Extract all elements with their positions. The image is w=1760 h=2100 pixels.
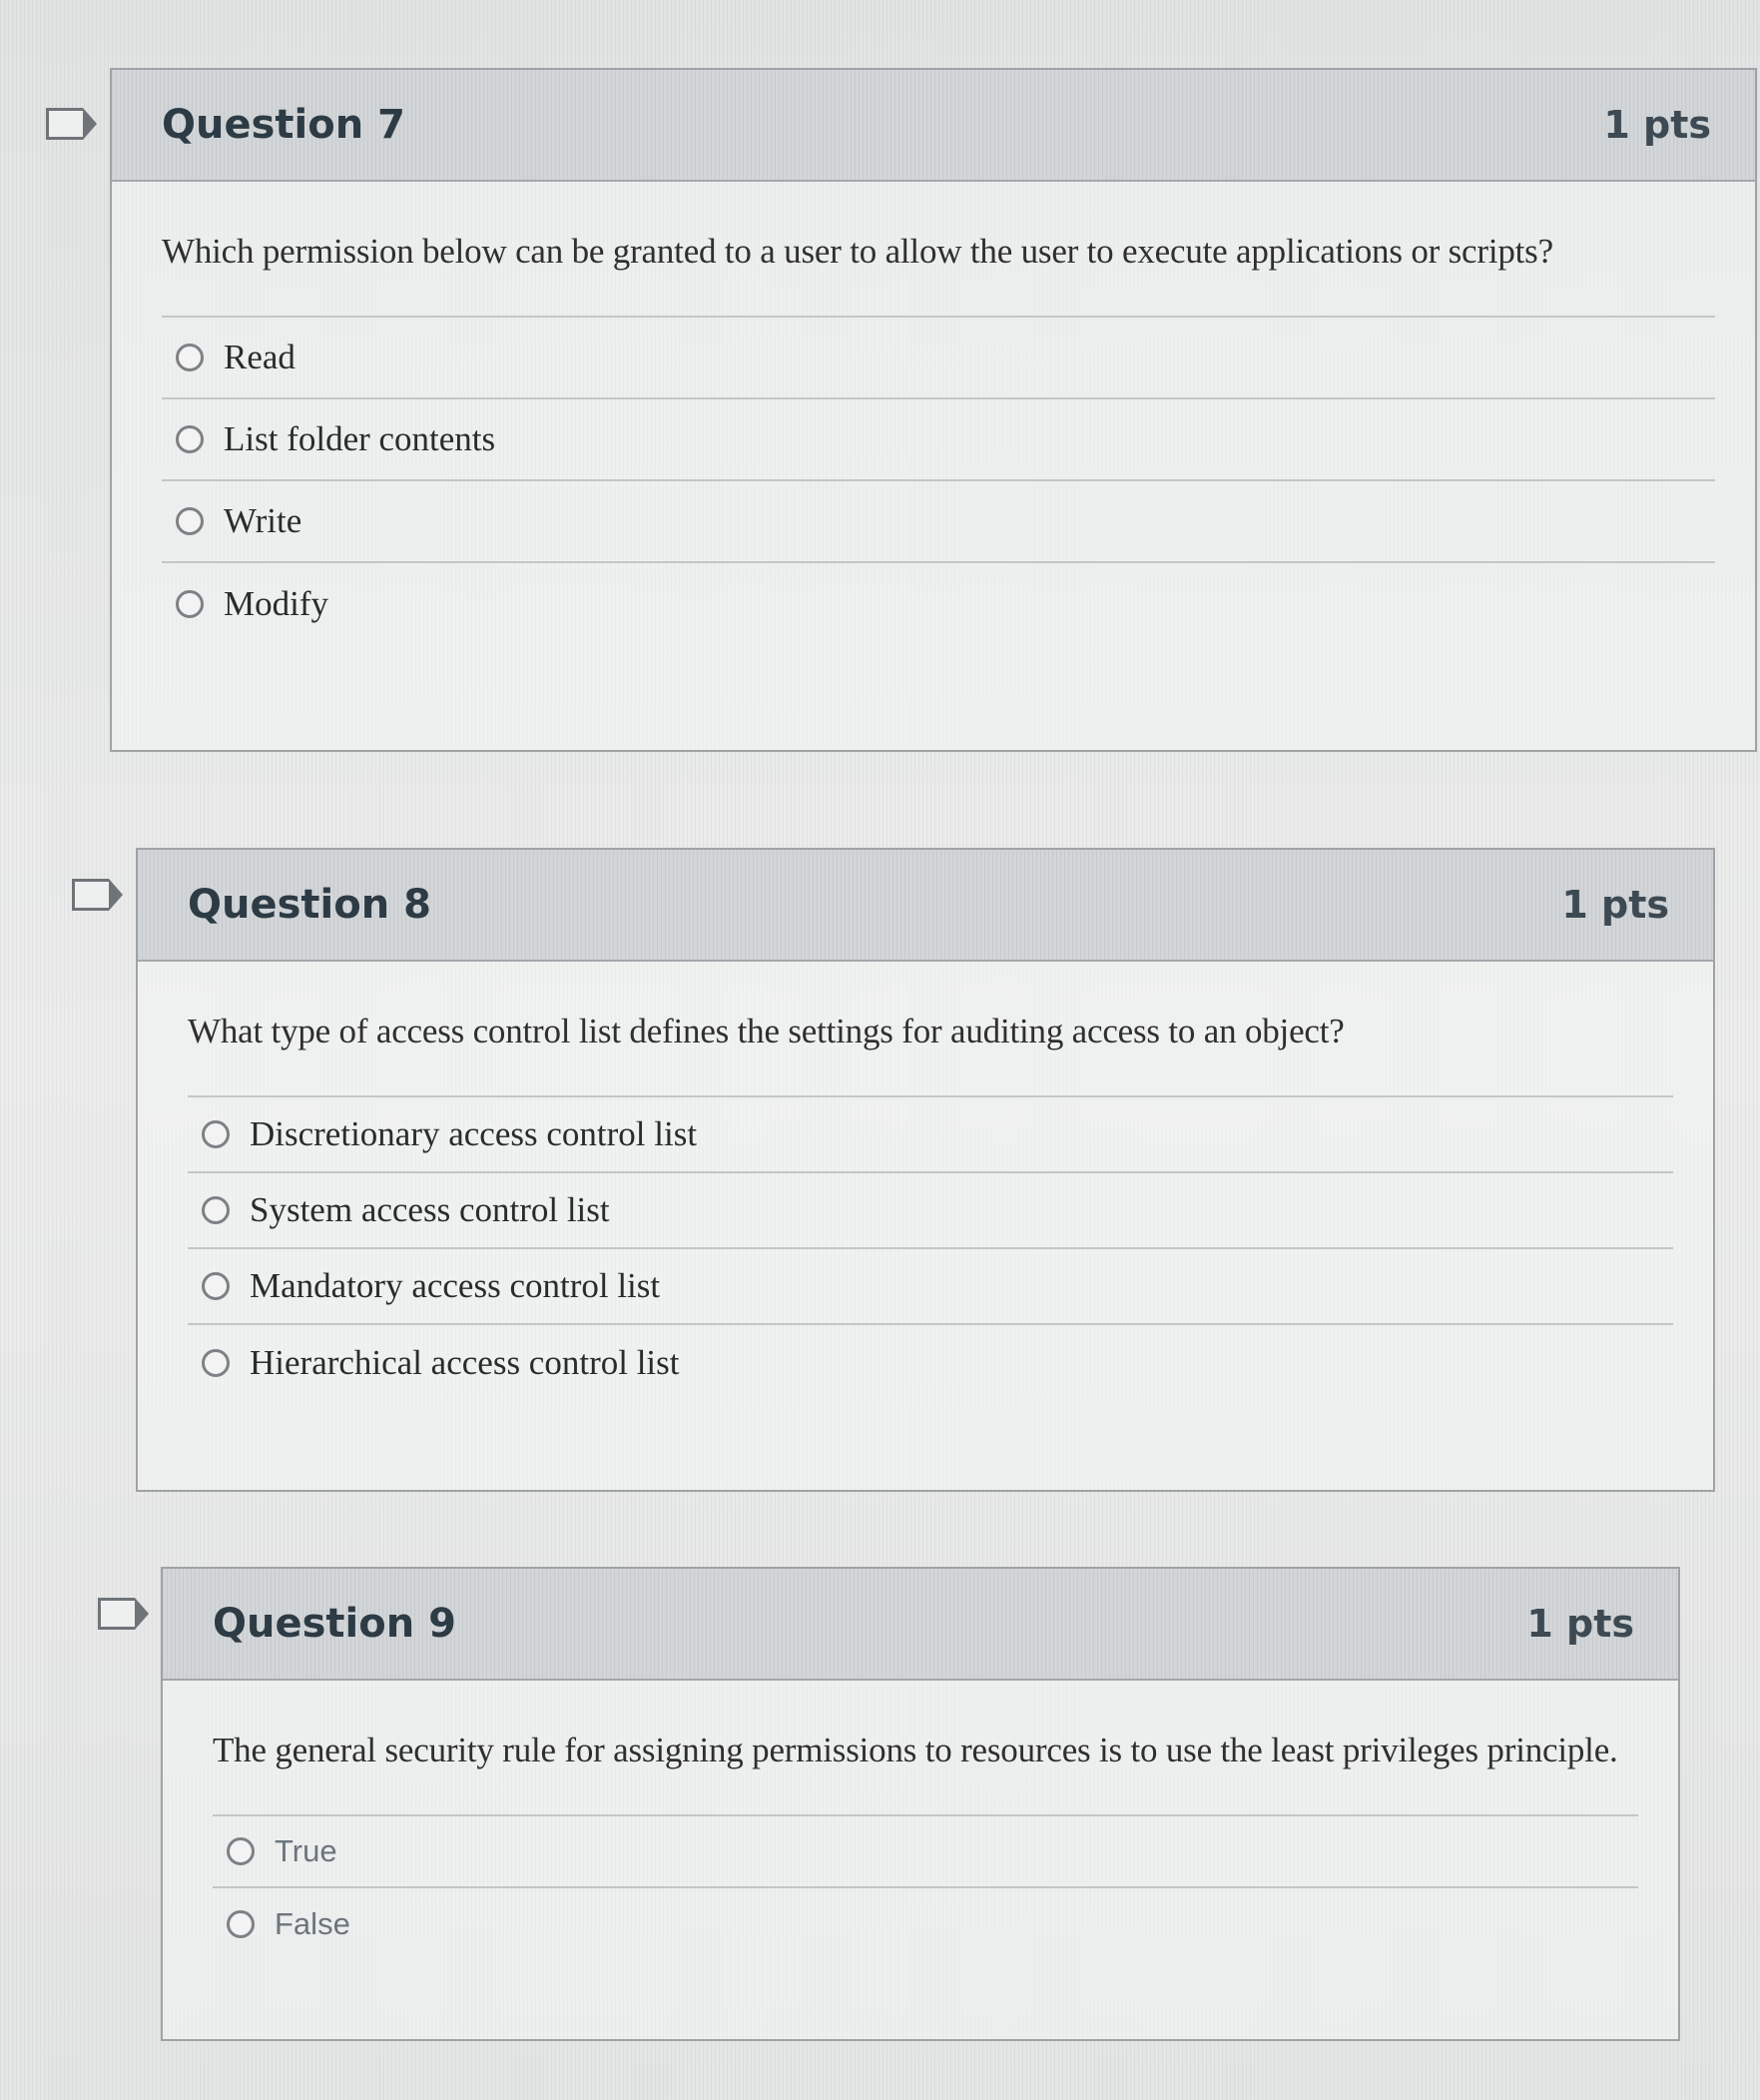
answer-label: Write xyxy=(224,501,302,540)
question-text: The general security rule for assigning permissions to resources is to use the least privileges principle. xyxy=(213,1731,1618,1769)
answer-label: True xyxy=(275,1833,337,1868)
question-title: Question 8 xyxy=(188,882,431,928)
question-header xyxy=(138,850,1713,962)
answer-option-hierarchical[interactable] xyxy=(188,1325,1673,1401)
answer-option-list-folder-contents[interactable] xyxy=(162,399,1715,481)
answer-label: Modify xyxy=(224,584,328,623)
answer-label: Discretionary access control list xyxy=(250,1114,698,1153)
question-header xyxy=(163,1569,1678,1681)
answer-option-false[interactable] xyxy=(213,1888,1638,1960)
question-points: 1 pts xyxy=(1603,103,1711,147)
flag-question-8-icon[interactable] xyxy=(72,879,109,911)
answer-list xyxy=(188,1095,1673,1401)
question-title: Question 9 xyxy=(213,1601,456,1647)
question-body xyxy=(163,1681,1678,1960)
answer-option-true[interactable] xyxy=(213,1816,1638,1888)
answer-option-system[interactable] xyxy=(188,1173,1673,1249)
answer-label: Read xyxy=(224,338,295,376)
flag-question-9-icon[interactable] xyxy=(98,1598,135,1630)
answer-list xyxy=(162,316,1715,645)
answer-label: False xyxy=(275,1906,350,1941)
answer-option-write[interactable] xyxy=(162,481,1715,563)
question-title: Question 7 xyxy=(162,102,405,148)
question-points: 1 pts xyxy=(1526,1602,1634,1646)
radio-button-icon[interactable] xyxy=(202,1272,230,1300)
question-text: Which permission below can be granted to a user to allow the user to execute applications or scripts? xyxy=(162,232,1553,271)
radio-button-icon[interactable] xyxy=(176,425,204,453)
radio-button-icon[interactable] xyxy=(202,1349,230,1377)
question-9 xyxy=(161,1567,1680,2041)
answer-label: System access control list xyxy=(250,1190,610,1229)
question-body xyxy=(138,962,1713,1401)
radio-button-icon[interactable] xyxy=(176,590,204,618)
question-header xyxy=(112,70,1755,182)
answer-list xyxy=(213,1814,1638,1960)
answer-label: List folder contents xyxy=(224,419,496,458)
answer-option-discretionary[interactable] xyxy=(188,1097,1673,1173)
flag-question-7-icon[interactable] xyxy=(46,108,83,140)
answer-label: Mandatory access control list xyxy=(250,1266,661,1305)
answer-option-read[interactable] xyxy=(162,318,1715,399)
answer-label: Hierarchical access control list xyxy=(250,1343,680,1382)
answer-option-modify[interactable] xyxy=(162,563,1715,645)
radio-button-icon[interactable] xyxy=(202,1120,230,1148)
question-points: 1 pts xyxy=(1561,883,1669,927)
question-8 xyxy=(136,848,1715,1492)
radio-button-icon[interactable] xyxy=(176,507,204,535)
radio-button-icon[interactable] xyxy=(176,344,204,371)
radio-button-icon[interactable] xyxy=(227,1910,255,1938)
radio-button-icon[interactable] xyxy=(227,1837,255,1865)
radio-button-icon[interactable] xyxy=(202,1196,230,1224)
question-body xyxy=(112,182,1755,645)
question-7 xyxy=(110,68,1757,752)
question-text: What type of access control list defines the settings for auditing access to an object? xyxy=(188,1012,1345,1050)
answer-option-mandatory[interactable] xyxy=(188,1249,1673,1325)
